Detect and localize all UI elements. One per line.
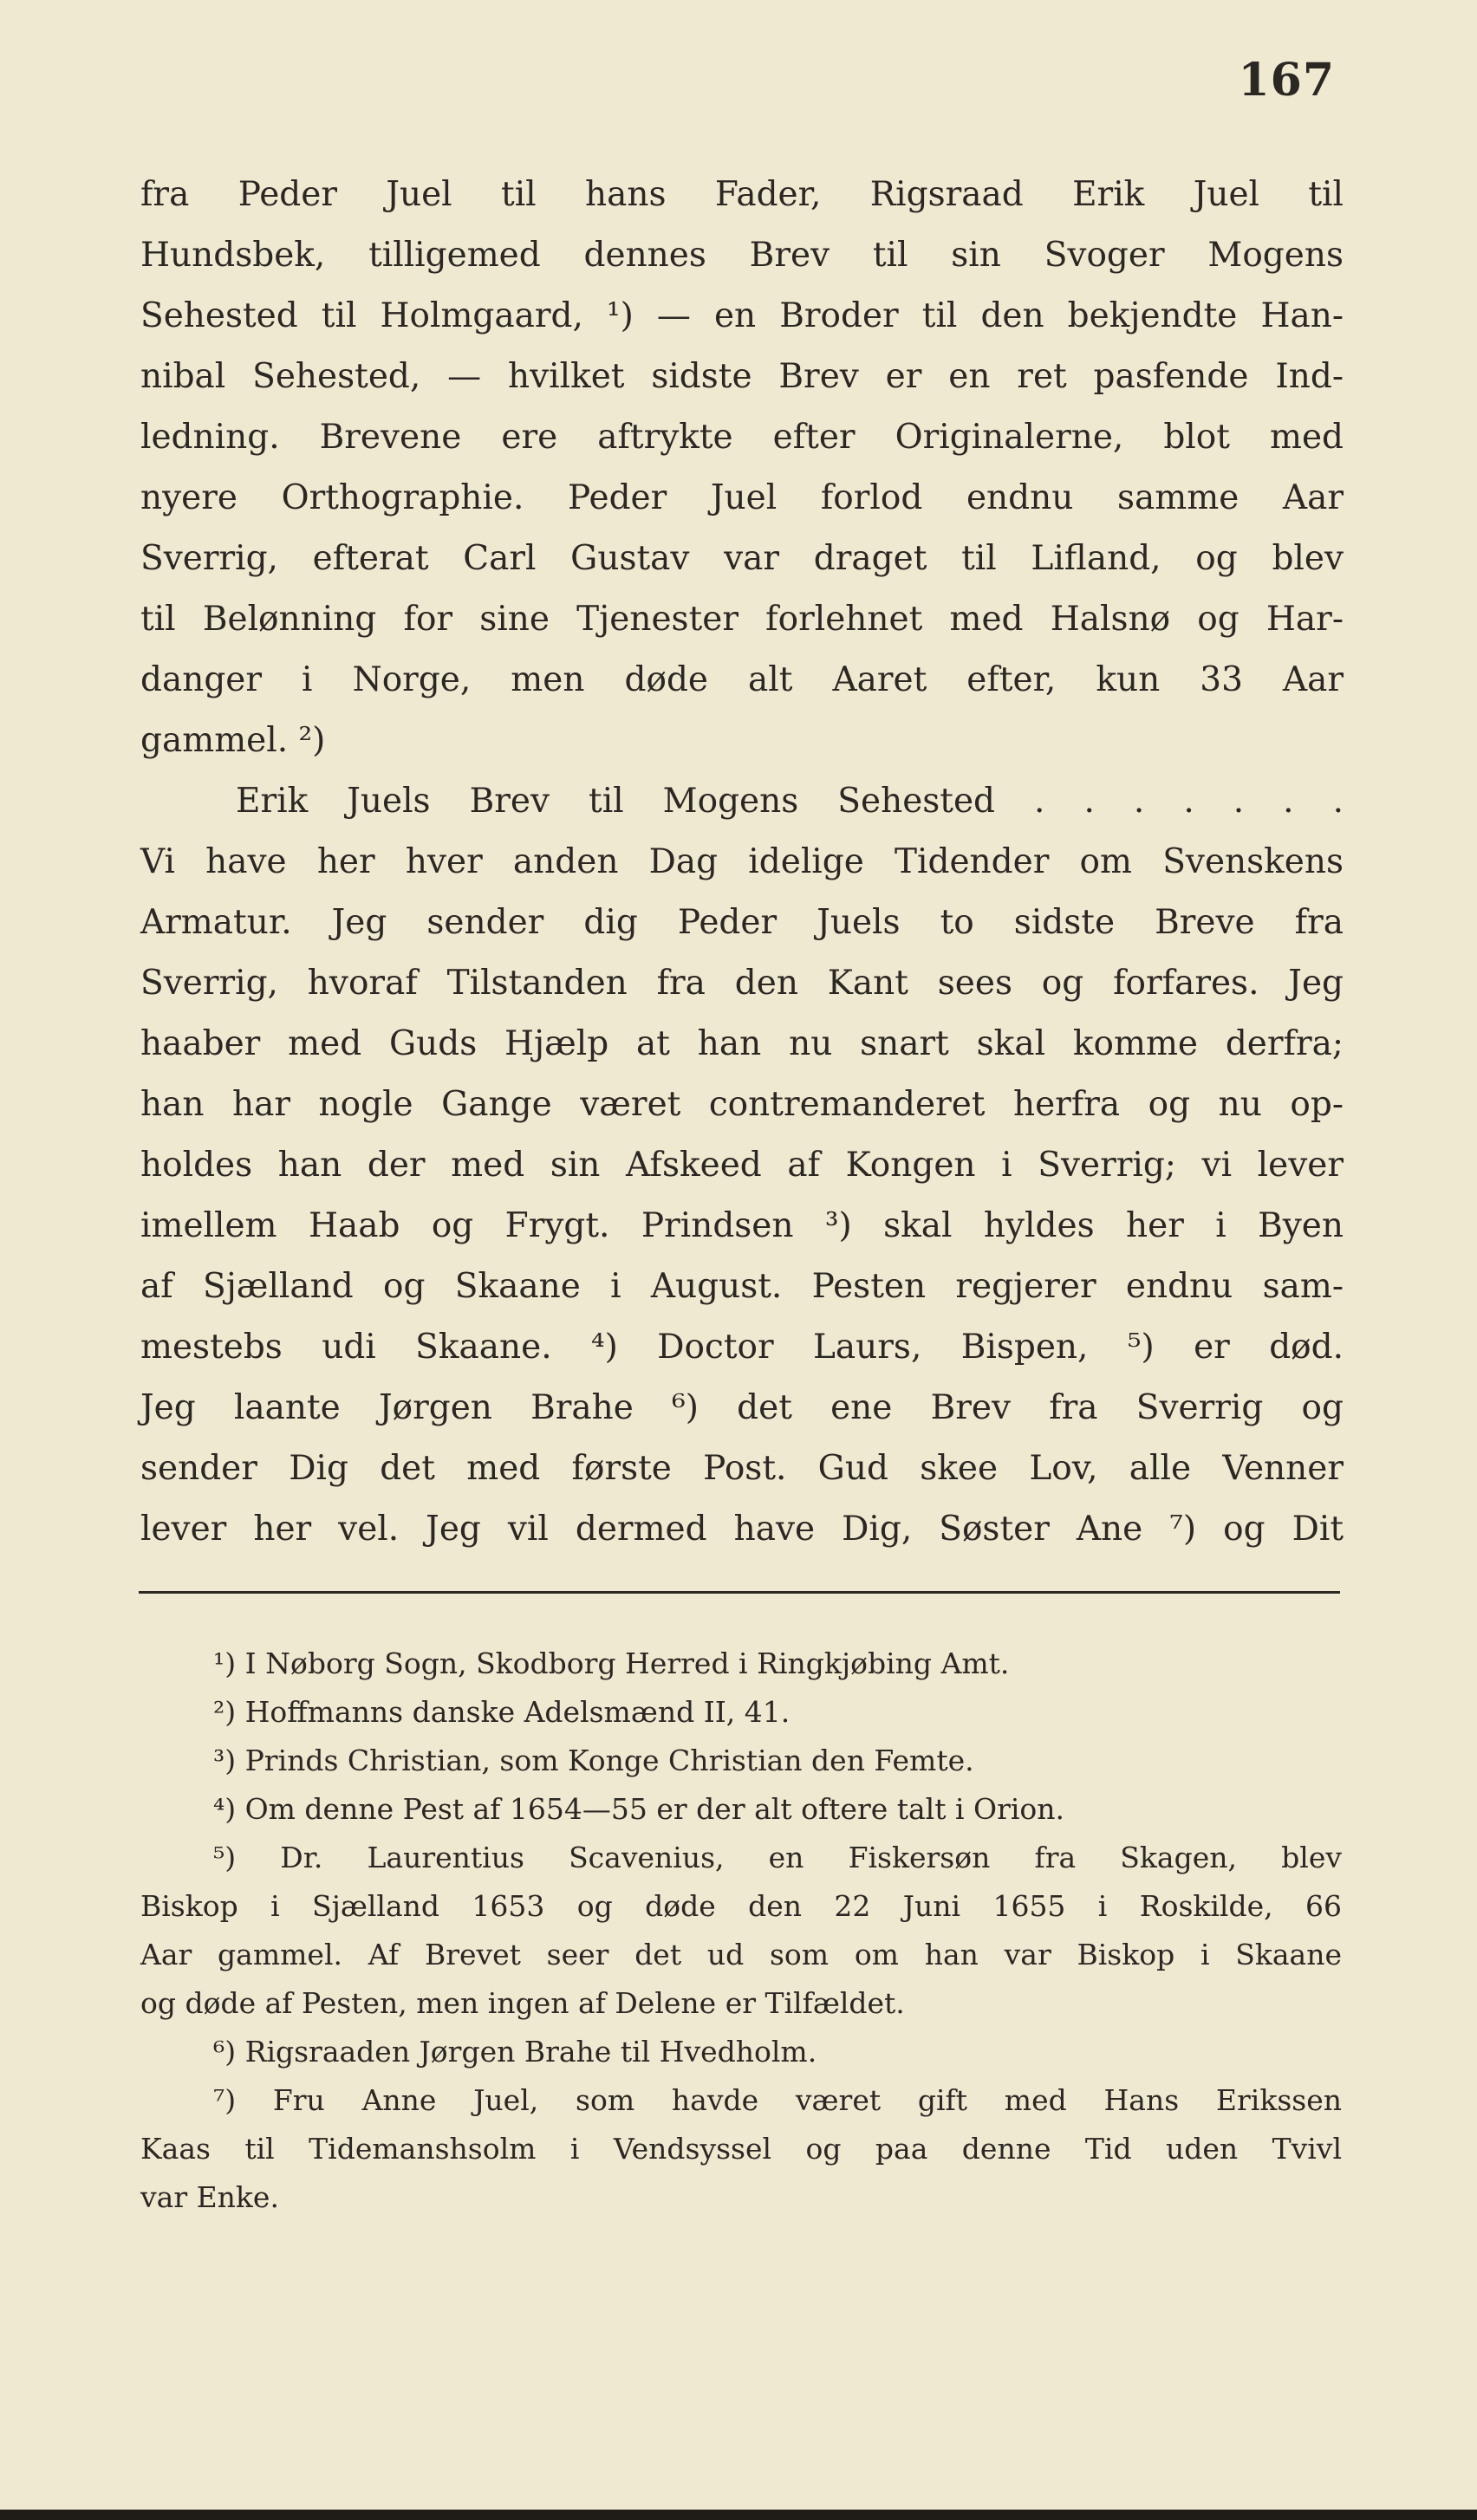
text-line: haaber med Guds Hjælp at han nu snart skal komme derfra; [140,1024,1344,1063]
text-line: han har nogle Gange været contremanderet herfra og nu op- [140,1085,1344,1124]
footnote-line: ¹) I Nøborg Sogn, Skodborg Herred i Ringkjøbing Amt. [213,1646,1010,1680]
text-line: sender Dig det med første Post. Gud skee Lov, alle Venner [140,1449,1344,1488]
footnote-line: Biskop i Sjælland 1653 og døde den 22 Juni 1655 i Roskilde, 66 [140,1889,1342,1923]
text-line: Sverrig, efterat Carl Gustav var draget til Lifland, og blev [140,539,1344,578]
main-text [140,165,1344,1560]
footnote-line: og døde af Pesten, men ingen af Delene er Tilfældet. [140,1986,905,2020]
footnote-divider [139,1591,1340,1594]
page-number: 167 [1238,54,1335,107]
text-line: Hundsbek, tilligemed dennes Brev til sin Svoger Mogens [140,236,1344,275]
footnote-line: Kaas til Tidemanshsolm i Vendsyssel og paa denne Tid uden Tvivl [140,2132,1342,2166]
text-line: mestebs udi Skaane. ⁴) Doctor Laurs, Bispen, ⁵) er død. [140,1328,1344,1367]
footnote-line: ⁴) Om denne Pest af 1654—55 er der alt oftere talt i Orion. [213,1792,1065,1826]
text-line: af Sjælland og Skaane i August. Pesten regjerer endnu sam- [140,1267,1344,1306]
text-line: gammel. ²) [140,721,326,760]
text-line: Sverrig, hvoraf Tilstanden fra den Kant sees og forfares. Jeg [140,964,1344,1003]
text-line: til Belønning for sine Tjenester forlehnet med Halsnø og Har- [140,600,1344,639]
footnote-line: ⁷) Fru Anne Juel, som havde været gift med Hans Erikssen [213,2083,1342,2117]
footnote-line: ⁵) Dr. Laurentius Scavenius, en Fiskersøn fra Skagen, blev [213,1841,1342,1874]
footnote-line: Aar gammel. Af Brevet seer det ud som om han var Biskop i Skaane [140,1938,1342,1971]
footnotes [140,1640,1342,2222]
text-line: nyere Orthographie. Peder Juel forlod endnu samme Aar [140,478,1344,517]
page-bottom-edge [0,2510,1477,2520]
letter-heading: Erik Juels Brev til Mogens Sehested . . . . . . . [236,782,1344,821]
text-line: ledning. Brevene ere aftrykte efter Originalerne, blot med [140,418,1344,457]
text-line: imellem Haab og Frygt. Prindsen ³) skal hyldes her i Byen [140,1206,1344,1245]
text-line: danger i Norge, men døde alt Aaret efter, kun 33 Aar [140,660,1344,699]
text-line: lever her vel. Jeg vil dermed have Dig, Søster Ane ⁷) og Dit [140,1510,1344,1549]
text-line: Jeg laante Jørgen Brahe ⁶) det ene Brev fra Sverrig og [140,1388,1344,1427]
text-line: fra Peder Juel til hans Fader, Rigsraad Erik Juel til [140,175,1344,214]
text-line: Armatur. Jeg sender dig Peder Juels to sidste Breve fra [140,903,1344,942]
text-line: Sehested til Holmgaard, ¹) — en Broder til den bekjendte Han- [140,296,1344,335]
text-line: holdes han der med sin Afskeed af Kongen i Sverrig; vi lever [140,1146,1344,1185]
footnote-line: ²) Hoffmanns danske Adelsmænd II, 41. [213,1695,791,1729]
footnote-line: ⁶) Rigsraaden Jørgen Brahe til Hvedholm. [213,2035,817,2069]
text-line: Vi have her hver anden Dag idelige Tidender om Svenskens [140,842,1344,881]
text-line: nibal Sehested, — hvilket sidste Brev er en ret pasfende Ind- [140,357,1344,396]
footnote-line: var Enke. [140,2180,279,2214]
footnote-line: ³) Prinds Christian, som Konge Christian den Femte. [213,1744,974,1777]
